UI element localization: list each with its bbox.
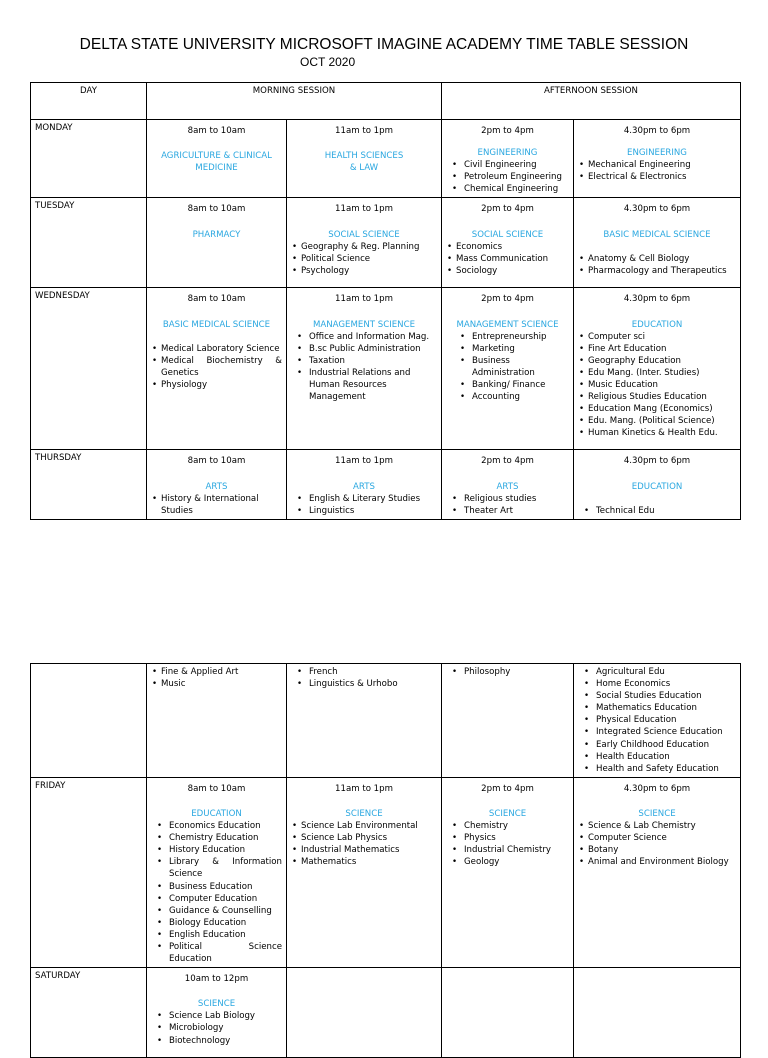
- list-item: • Edu. Mang. (Political Science): [578, 415, 736, 427]
- header-day: DAY: [31, 83, 147, 120]
- list-item: • Entrepreneurship: [454, 331, 569, 343]
- time-label: 2pm to 4pm: [481, 294, 534, 305]
- faculty-label: SCIENCE: [638, 808, 676, 819]
- time-label: 8am to 10am: [187, 204, 246, 215]
- list-item: • Guidance & Counselling: [151, 905, 282, 917]
- friday-slot-4: [574, 777, 741, 967]
- list-item: • Civil Engineering: [446, 159, 569, 171]
- thursday-cont-slot-2: [287, 664, 442, 778]
- list-item: • Sociology: [446, 265, 569, 277]
- time-label: 4.30pm to 6pm: [623, 456, 691, 467]
- list-item: • Business Education: [151, 881, 282, 893]
- thursday-cont-slot-4: [574, 664, 741, 778]
- course-list: [446, 666, 569, 678]
- list-item: • Human Kinetics & Health Edu.: [578, 427, 736, 439]
- faculty-label: ENGINEERING: [627, 148, 687, 159]
- tuesday-slot-4: [574, 198, 741, 288]
- thursday-row: [31, 450, 741, 519]
- timetable-page-2: [30, 663, 741, 1058]
- list-item: • Medical Biochemistry & Genetics: [151, 355, 282, 379]
- course-list: [151, 820, 282, 965]
- list-item: • Religious studies: [446, 493, 569, 505]
- faculty-label: SCIENCE: [197, 999, 236, 1010]
- list-item: • French: [291, 666, 437, 678]
- faculty-label: SOCIAL SCIENCE: [328, 229, 400, 240]
- list-item: • Linguistics: [291, 505, 437, 517]
- list-item: • Political Science Education: [151, 941, 282, 965]
- list-item: • Social Studies Education: [578, 690, 736, 702]
- course-list: [446, 241, 569, 277]
- document-title: DELTA STATE UNIVERSITY MICROSOFT IMAGINE ACADEMY TIME TABLE SESSION: [79, 36, 689, 53]
- tuesday-slot-1: [147, 198, 287, 288]
- tuesday-row: [31, 198, 741, 288]
- monday-slot-1: [147, 120, 287, 198]
- list-item: • Mass Communication: [446, 253, 569, 265]
- time-label: 11am to 1pm: [335, 204, 393, 215]
- course-list: [291, 666, 437, 690]
- thursday-slot-3: [442, 450, 574, 519]
- list-item: • Mechanical Engineering: [578, 159, 736, 171]
- list-item: • Edu Mang. (Inter. Studies): [578, 367, 736, 379]
- monday-row: [31, 120, 741, 198]
- list-item: • Biotechnology: [151, 1035, 282, 1047]
- faculty-label: ARTS: [205, 481, 228, 492]
- faculty-label: ARTS: [496, 481, 519, 492]
- saturday-slot-4: [574, 968, 741, 1058]
- time-label: 2pm to 4pm: [481, 456, 534, 467]
- time-label: 2pm to 4pm: [481, 783, 534, 794]
- list-item: • Banking/ Finance: [454, 379, 569, 391]
- tuesday-slot-3: [442, 198, 574, 288]
- list-item: • Medical Laboratory Science: [151, 343, 282, 355]
- friday-slot-2: [287, 777, 442, 967]
- faculty-label: ENGINEERING: [477, 148, 538, 159]
- list-item: • Agricultural Edu: [578, 666, 736, 678]
- faculty-label: MANAGEMENT SCIENCE: [312, 319, 416, 330]
- list-item: • Psychology: [291, 265, 437, 277]
- saturday-slot-3: [442, 968, 574, 1058]
- wednesday-slot-1: [147, 288, 287, 450]
- course-list: [578, 820, 736, 868]
- list-item: • Mathematics: [291, 856, 437, 868]
- monday-slot-2: [287, 120, 442, 198]
- list-item: • Health and Safety Education: [578, 763, 736, 775]
- thursday-slot-2: [287, 450, 442, 519]
- list-item: • Industrial Chemistry: [446, 844, 569, 856]
- course-list: [446, 159, 569, 195]
- list-item: • Science Lab Environmental: [291, 820, 437, 832]
- monday-slot-4: [574, 120, 741, 198]
- list-item: • Chemical Engineering: [446, 183, 569, 195]
- list-item: • Home Economics: [578, 678, 736, 690]
- faculty-label: BASIC MEDICAL SCIENCE: [603, 229, 711, 240]
- list-item: • English & Literary Studies: [291, 493, 437, 505]
- faculty-label: SCIENCE: [488, 808, 527, 819]
- list-item: • Taxation: [291, 355, 437, 367]
- time-label: 2pm to 4pm: [481, 204, 534, 215]
- list-item: • Geography Education: [578, 355, 736, 367]
- list-item: • History Education: [151, 844, 282, 856]
- list-item: • Microbiology: [151, 1022, 282, 1034]
- list-item: • Science & Lab Chemistry: [578, 820, 736, 832]
- course-list: [151, 493, 282, 517]
- time-label: 4.30pm to 6pm: [623, 204, 691, 215]
- list-item: • Library & Information Science: [151, 856, 282, 880]
- list-item: • Philosophy: [446, 666, 569, 678]
- list-item: • Linguistics & Urhobo: [291, 678, 437, 690]
- list-item: • Business Administration: [454, 355, 569, 379]
- faculty-label: ARTS: [353, 481, 375, 492]
- faculty-label: PHARMACY: [192, 229, 241, 240]
- course-list: [291, 820, 437, 868]
- list-item: • Computer Science: [578, 832, 736, 844]
- list-item: • Geography & Reg. Planning: [291, 241, 437, 253]
- list-item: • Pharmacology and Therapeutics: [578, 265, 736, 277]
- tuesday-slot-2: [287, 198, 442, 288]
- thursday-slot-1: [147, 450, 287, 519]
- wednesday-row: [31, 288, 741, 450]
- list-item: • Early Childhood Education: [578, 739, 736, 751]
- saturday-row: [31, 968, 741, 1058]
- course-list: [578, 159, 736, 183]
- list-item: • Botany: [578, 844, 736, 856]
- course-list: [446, 820, 569, 868]
- thursday-cont-slot-1: [147, 664, 287, 778]
- faculty-label: BASIC MEDICAL SCIENCE: [162, 319, 271, 330]
- day-wednesday: WEDNESDAY: [31, 288, 147, 450]
- list-item: • Technical Edu: [578, 505, 736, 517]
- list-item: • English Education: [151, 929, 282, 941]
- list-item: • Industrial Mathematics: [291, 844, 437, 856]
- list-item: • Chemistry Education: [151, 832, 282, 844]
- faculty-label: EDUCATION: [631, 319, 683, 330]
- list-item: • B.sc Public Administration: [291, 343, 437, 355]
- header-row: [31, 83, 741, 120]
- wednesday-slot-2: [287, 288, 442, 450]
- list-item: • Marketing: [454, 343, 569, 355]
- list-item: • Anatomy & Cell Biology: [578, 253, 736, 265]
- wednesday-slot-4: [574, 288, 741, 450]
- time-label: 8am to 10am: [187, 126, 246, 136]
- list-item: • Electrical & Electronics: [578, 171, 736, 183]
- time-label: 4.30pm to 6pm: [623, 126, 691, 136]
- time-label: 11am to 1pm: [335, 294, 393, 305]
- document-title-overflow: OCT 2020: [300, 55, 356, 69]
- list-item: • Computer Education: [151, 893, 282, 905]
- list-item: • Computer sci: [578, 331, 736, 343]
- friday-slot-3: [442, 777, 574, 967]
- faculty-label: AGRICULTURE & CLINICAL MEDICINE: [161, 151, 272, 174]
- course-list: [291, 493, 437, 517]
- course-list: [446, 493, 569, 517]
- list-item: • Fine & Applied Art: [151, 666, 282, 678]
- list-item: • Health Education: [578, 751, 736, 763]
- list-item: • Physics: [446, 832, 569, 844]
- faculty-label: MANAGEMENT SCIENCE: [456, 319, 559, 330]
- header-morning-session: MORNING SESSION: [147, 83, 442, 120]
- day-friday: FRIDAY: [31, 777, 147, 967]
- day-thursday: THURSDAY: [31, 450, 147, 519]
- list-item: • Science Lab Physics: [291, 832, 437, 844]
- list-item: • Music Education: [578, 379, 736, 391]
- thursday-cont-slot-3: [442, 664, 574, 778]
- saturday-slot-1: [147, 968, 287, 1058]
- list-item: • Economics Education: [151, 820, 282, 832]
- timetable-page-1: [30, 82, 741, 520]
- day-tuesday: TUESDAY: [31, 198, 147, 288]
- list-item: • Economics: [446, 241, 569, 253]
- course-list: [151, 343, 282, 391]
- wednesday-slot-3: [442, 288, 574, 450]
- list-item: • Science Lab Biology: [151, 1010, 282, 1022]
- faculty-label: HEALTH SCIENCES: [324, 151, 404, 162]
- list-item: • Fine Art Education: [578, 343, 736, 355]
- day-monday: MONDAY: [31, 120, 147, 198]
- list-item: • Office and Information Mag.: [291, 331, 437, 343]
- faculty-label: EDUCATION: [631, 481, 683, 492]
- list-item: • Music: [151, 678, 282, 690]
- list-item: • Theater Art: [446, 505, 569, 517]
- course-list: [578, 331, 736, 440]
- course-list: [151, 666, 282, 690]
- time-label: 2pm to 4pm: [481, 126, 534, 136]
- thursday-continued-row: [31, 664, 741, 778]
- time-label: 8am to 10am: [187, 294, 246, 305]
- course-list: [446, 331, 569, 404]
- saturday-slot-2: [287, 968, 442, 1058]
- friday-row: [31, 777, 741, 967]
- list-item: • Geology: [446, 856, 569, 868]
- time-label: 4.30pm to 6pm: [623, 294, 691, 305]
- header-afternoon-session: AFTERNOON SESSION: [442, 83, 741, 120]
- list-item: • Religious Studies Education: [578, 391, 736, 403]
- list-item: • Petroleum Engineering: [446, 171, 569, 183]
- list-item: • Animal and Environment Biology: [578, 856, 736, 868]
- list-item: • History & International Studies: [151, 493, 282, 517]
- thursday-slot-4: [574, 450, 741, 519]
- course-list: [151, 1010, 282, 1046]
- list-item: • Biology Education: [151, 917, 282, 929]
- course-list: [291, 331, 437, 404]
- course-list: [578, 253, 736, 277]
- time-label: 11am to 1pm: [335, 783, 393, 794]
- time-label: 8am to 10am: [187, 783, 246, 794]
- list-item: • Physiology: [151, 379, 282, 391]
- list-item: • Mathematics Education: [578, 702, 736, 714]
- time-label: 4.30pm to 6pm: [623, 783, 691, 794]
- time-label: 10am to 12pm: [184, 974, 249, 985]
- list-item: • Chemistry: [446, 820, 569, 832]
- faculty-label: EDUCATION: [191, 808, 242, 819]
- faculty-label-cont: & LAW: [349, 163, 379, 174]
- time-label: 11am to 1pm: [335, 456, 393, 467]
- list-item: • Education Mang (Economics): [578, 403, 736, 415]
- course-list: [578, 505, 736, 517]
- course-list: [291, 241, 437, 277]
- faculty-label: SCIENCE: [345, 808, 383, 819]
- day-saturday: SATURDAY: [31, 968, 147, 1058]
- list-item: • Political Science: [291, 253, 437, 265]
- time-label: 8am to 10am: [187, 456, 246, 467]
- faculty-label: SOCIAL SCIENCE: [471, 229, 544, 240]
- list-item: • Physical Education: [578, 714, 736, 726]
- friday-slot-1: [147, 777, 287, 967]
- day-empty: [31, 664, 147, 778]
- list-item: • Accounting: [454, 391, 569, 403]
- course-list: [578, 666, 736, 775]
- list-item: • Integrated Science Education: [578, 726, 736, 738]
- time-label: 11am to 1pm: [335, 126, 393, 136]
- monday-slot-3: [442, 120, 574, 198]
- list-item: • Industrial Relations and Human Resources Management: [291, 367, 437, 403]
